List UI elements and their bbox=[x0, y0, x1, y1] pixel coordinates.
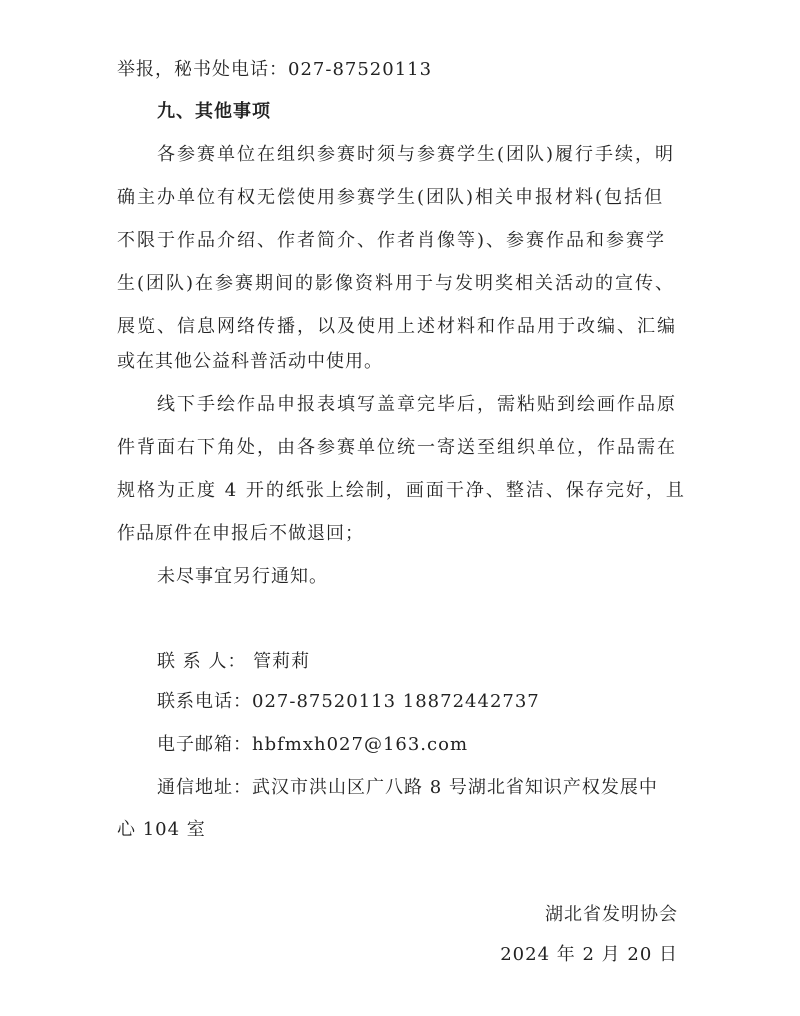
paragraph-1-line-3: 不限于作品介绍、作者简介、作者肖像等)、参赛作品和参赛学 bbox=[117, 230, 667, 251]
contact-address-line-1: 通信地址：武汉市洪山区广八路 8 号湖北省知识产权发展中 bbox=[157, 777, 658, 798]
contact-email: 电子邮箱：hbfmxh027@163.com bbox=[157, 734, 469, 755]
contact-phone: 联系电话：027-87520113 18872442737 bbox=[157, 691, 540, 712]
paragraph-2-line-4: 作品原件在申报后不做退回； bbox=[117, 523, 364, 544]
contact-address-line-2: 心 104 室 bbox=[117, 819, 206, 840]
paragraph-1-line-6: 或在其他公益科普活动中使用。 bbox=[117, 351, 383, 372]
paragraph-1-line-2: 确主办单位有权无偿使用参赛学生(团队)相关申报材料(包括但 bbox=[117, 187, 665, 208]
section-heading: 九、其他事项 bbox=[157, 101, 271, 122]
paragraph-1-line-4: 生(团队)在参赛期间的影像资料用于与发明奖相关活动的宣传、 bbox=[117, 273, 676, 294]
signature-org: 湖北省发明协会 bbox=[545, 904, 678, 925]
contact-person: 联 系 人： 管莉莉 bbox=[157, 651, 311, 672]
intro-line: 举报，秘书处电话：027-87520113 bbox=[117, 59, 433, 80]
paragraph-1-line-5: 展览、信息网络传播，以及使用上述材料和作品用于改编、汇编 bbox=[117, 316, 677, 337]
paragraph-2-line-2: 件背面右下角处，由各参赛单位统一寄送至组织单位，作品需在 bbox=[117, 437, 677, 458]
signature-date: 2024 年 2 月 20 日 bbox=[500, 944, 678, 965]
paragraph-1-line-1: 各参赛单位在组织参赛时须与参赛学生(团队)履行手续，明 bbox=[157, 144, 676, 165]
paragraph-2-line-3: 规格为正度 4 开的纸张上绘制，画面干净、整洁、保存完好，且 bbox=[117, 480, 686, 501]
paragraph-2-line-1: 线下手绘作品申报表填写盖章完毕后，需粘贴到绘画作品原 bbox=[157, 394, 677, 415]
paragraph-3: 未尽事宜另行通知。 bbox=[157, 566, 328, 587]
